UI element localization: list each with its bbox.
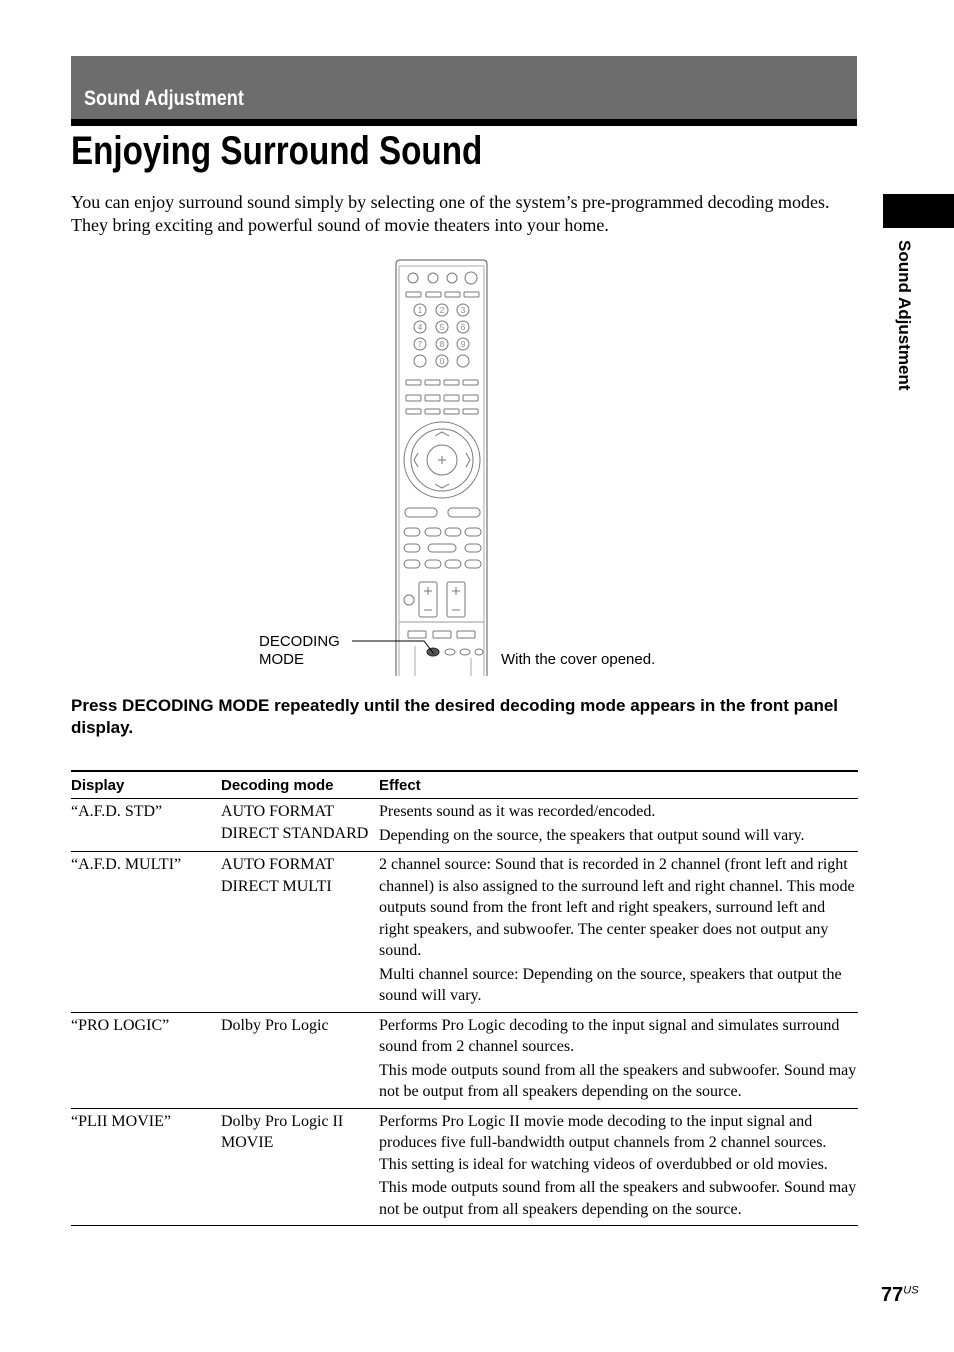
callout-leader-line xyxy=(352,638,442,658)
remote-number-key-label: 7 xyxy=(417,340,423,349)
remote-number-key-label: 4 xyxy=(417,323,423,332)
effect-cell xyxy=(379,1012,858,1108)
remote-number-key-label: 6 xyxy=(460,323,466,332)
section-label: Sound Adjustment xyxy=(84,87,244,110)
mode-cell: Dolby Pro Logic xyxy=(221,1016,329,1034)
side-tab-label: Sound Adjustment xyxy=(895,240,914,391)
remote-input-button xyxy=(464,292,479,297)
remote-number-key-label: 3 xyxy=(460,306,466,315)
remote-number-key-label: 2 xyxy=(439,306,445,315)
remote-cover-button xyxy=(433,631,451,638)
remote-number-key-label: 1 xyxy=(417,306,423,315)
remote-number-keypad xyxy=(414,304,469,367)
table-row xyxy=(71,799,858,852)
remote-aux-key xyxy=(457,355,469,367)
remote-top-button xyxy=(447,273,457,283)
section-rule xyxy=(71,119,857,126)
effect-text: Performs Pro Logic II movie mode decoding to the input signal and produces five full-bandwidth output channels from 2 channel sources. This setting is ideal for watching videos of overdubbed or old movies. xyxy=(379,1112,828,1173)
remote-top-button xyxy=(408,273,418,283)
effect-text: Multi channel source: Depending on the source, speakers that output the sound will vary. xyxy=(379,965,842,1004)
remote-cover-button xyxy=(460,649,470,655)
table-header-row xyxy=(71,771,858,799)
decoding-mode-table xyxy=(71,770,858,1226)
column-header-display: Display xyxy=(71,777,125,794)
remote-input-button xyxy=(406,292,421,297)
side-tab xyxy=(892,240,916,440)
side-tab-marker xyxy=(883,194,954,228)
remote-top-button xyxy=(428,273,438,283)
remote-input-button xyxy=(426,292,441,297)
effect-text: This mode outputs sound from all the speakers and subwoofer. Sound may not be output from all speakers depending on the source. xyxy=(379,1179,857,1218)
effect-text: Presents sound as it was recorded/encoded. xyxy=(379,803,656,820)
remote-function-row xyxy=(406,380,478,414)
figure-note: With the cover opened. xyxy=(501,651,656,668)
intro-paragraph: You can enjoy surround sound simply by selecting one of the system’s pre-programmed decoding modes. They bring exciting and powerful sound of movie theaters into your home. xyxy=(71,192,830,235)
display-cell: “PRO LOGIC” xyxy=(71,1016,170,1034)
section-header-bar xyxy=(71,56,857,119)
display-cell: “A.F.D. STD” xyxy=(71,803,163,820)
effect-text: Performs Pro Logic decoding to the input signal and simulates surround sound from 2 channel sources. xyxy=(379,1016,840,1055)
remote-oval-button xyxy=(405,508,437,517)
effect-cell xyxy=(379,852,858,1013)
effect-text: 2 channel source: Sound that is recorded in 2 channel (front left and right channel) is also assigned to the surround left and right channel. This mode outputs sound from the front left and right speakers, surround left and right speakers, and subwoofer. The center speaker does not output any sound. xyxy=(379,856,855,959)
remote-number-key-label: 0 xyxy=(439,357,445,366)
remote-input-button xyxy=(445,292,460,297)
decoding-mode-callout xyxy=(259,633,340,669)
column-header-effect: Effect xyxy=(379,777,421,794)
remote-cover-button xyxy=(408,631,426,638)
remote-power-button xyxy=(465,272,477,284)
effect-cell xyxy=(379,1108,858,1226)
remote-cover-button xyxy=(457,631,475,638)
remote-oval-button xyxy=(448,508,480,517)
mode-cell: Dolby Pro Logic II MOVIE xyxy=(221,1112,344,1151)
table-row xyxy=(71,852,858,1013)
effect-cell xyxy=(379,799,858,852)
remote-cover-button xyxy=(445,649,455,655)
remote-transport-buttons xyxy=(404,528,481,568)
callout-label-line1: DECODING xyxy=(259,633,340,650)
remote-aux-key xyxy=(414,355,426,367)
page-title: Enjoying Surround Sound xyxy=(71,129,483,173)
remote-number-key-label: 8 xyxy=(439,340,445,349)
column-header-mode: Decoding mode xyxy=(221,777,334,794)
remote-control-illustration xyxy=(395,258,490,676)
remote-cover-button xyxy=(475,649,483,655)
page-number xyxy=(881,1284,919,1307)
page-number-suffix: US xyxy=(903,1284,919,1297)
effect-text: Depending on the source, the speakers that output sound will vary. xyxy=(379,826,805,844)
effect-text: This mode outputs sound from all the speakers and subwoofer. Sound may not be output from all speakers depending on the source. xyxy=(379,1061,857,1100)
table-row xyxy=(71,1108,858,1226)
remote-muting-button xyxy=(404,595,414,605)
table-row xyxy=(71,1012,858,1108)
mode-cell: AUTO FORMAT DIRECT STANDARD xyxy=(221,803,369,842)
display-cell: “A.F.D. MULTI” xyxy=(71,856,182,873)
display-cell: “PLII MOVIE” xyxy=(71,1112,171,1130)
remote-number-key-label: 5 xyxy=(439,323,445,332)
mode-cell: AUTO FORMAT DIRECT MULTI xyxy=(221,856,334,895)
callout-label-line2: MODE xyxy=(259,651,304,668)
instruction-step: Press DECODING MODE repeatedly until the desired decoding mode appears in the front panel display. xyxy=(71,696,839,737)
page-number-value: 77 xyxy=(881,1284,904,1306)
remote-number-key-label: 9 xyxy=(460,340,466,349)
